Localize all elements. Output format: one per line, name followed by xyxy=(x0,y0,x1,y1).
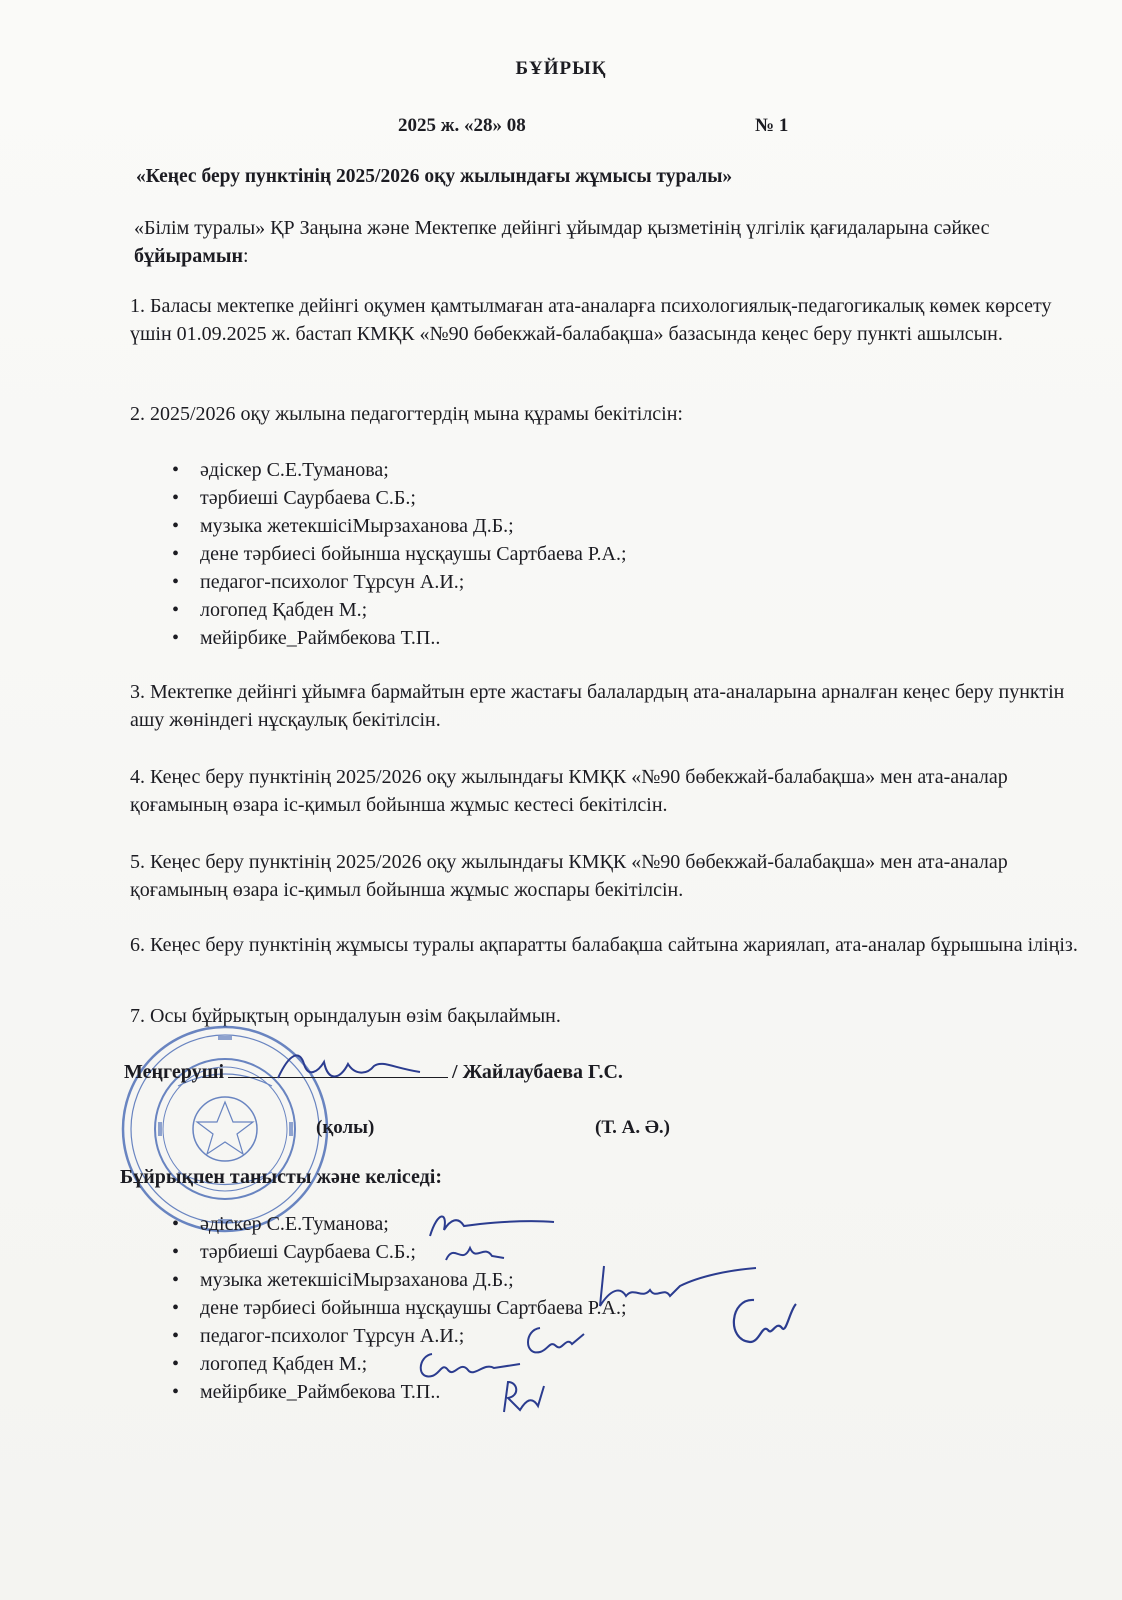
item-6: 6. Кеңес беру пунктінің жұмысы туралы ақпаратты балабақша сайтына жариялап, ата-аналар бұрышына іліңіз. xyxy=(130,934,1078,956)
preamble xyxy=(134,214,1034,270)
list-item: • педагог-психолог Тұрсун А.И.; xyxy=(200,568,627,596)
name-caption: (Т. А. Ә.) xyxy=(595,1117,670,1138)
item-4: 4. Кеңес беру пунктінің 2025/2026 оқу жылындағы КМҚК «№90 бөбекжай-балабақша» мен ата-аналар қоғамының өзара іс-қимыл бойынша жұмыс кестесі бекітілсін. xyxy=(130,766,1008,816)
list-item: • музыка жетекшісіМырзаханова Д.Б.; xyxy=(200,1266,627,1294)
order-subject: «Кеңес беру пунктінің 2025/2026 оқу жылындағы жұмысы туралы» xyxy=(136,166,733,187)
item-3: 3. Мектепке дейінгі ұйымға бармайтын ерте жастағы балалардың ата-аналарына арналған кеңес беру пунктін ашу жөніндегі нұсқаулық бекітілсін. xyxy=(130,681,1065,731)
signer-role: Меңгеруші xyxy=(124,1061,225,1083)
list-item: • музыка жетекшісіМырзаханова Д.Б.; xyxy=(200,512,627,540)
preamble-tail: : xyxy=(243,245,249,267)
signature-4-icon xyxy=(720,1290,800,1354)
signature-caption: (қолы) xyxy=(316,1117,375,1138)
item-7: 7. Осы бұйрықтың орындалуын өзім бақылаймын. xyxy=(130,1005,561,1027)
list-item: • мейірбике_Раймбекова Т.П.. xyxy=(200,624,627,652)
signature-block xyxy=(124,1055,623,1084)
acknowledgement-title: Бұйрықпен танысты және келіседі: xyxy=(120,1166,442,1188)
order-number: № 1 xyxy=(755,115,789,136)
list-item: • әдіскер С.Е.Туманова; xyxy=(200,1210,627,1238)
list-item: • логопед Қабден М.; xyxy=(200,1350,627,1378)
list-item: • педагог-психолог Тұрсун А.И.; xyxy=(200,1322,627,1350)
list-item: • тәрбиеші Саурбаева С.Б.; xyxy=(200,484,627,512)
list-item: • дене тәрбиесі бойынша нұсқаушы Сартбаева Р.А.; xyxy=(200,1294,627,1322)
staff-list xyxy=(150,456,627,652)
list-item: • әдіскер С.Е.Туманова; xyxy=(200,456,627,484)
acknowledgement-list xyxy=(150,1210,627,1406)
list-item: • тәрбиеші Саурбаева С.Б.; xyxy=(200,1238,627,1266)
preamble-bold: бұйырамын xyxy=(134,245,244,267)
list-item: • мейірбике_Раймбекова Т.П.. xyxy=(200,1378,627,1406)
list-item: • дене тәрбиесі бойынша нұсқаушы Сартбаева Р.А.; xyxy=(200,540,627,568)
preamble-text: «Білім туралы» ҚР Заңына және Мектепке дейінгі ұйымдар қызметінің үлгілік қағидаларына сәйкес xyxy=(134,217,990,239)
item-5: 5. Кеңес беру пунктінің 2025/2026 оқу жылындағы КМҚК «№90 бөбекжай-балабақша» мен ата-аналар қоғамының өзара іс-қимыл бойынша жұмыс жоспары бекітілсін. xyxy=(130,851,1008,901)
item-1: 1. Баласы мектепке дейінгі оқумен қамтылмаған ата-аналарға психологиялық-педагогикалық көмек көрсету үшін 01.09.2025 ж. бастап КМҚК «№90 бөбекжай-балабақша» базасында кеңес беру пункті ашылсын. xyxy=(130,295,1052,345)
signer-name: / Жайлаубаева Г.С. xyxy=(452,1061,623,1083)
document-title: БҰЙРЫҚ xyxy=(515,58,607,79)
list-item: • логопед Қабден М.; xyxy=(200,596,627,624)
item-2: 2. 2025/2026 оқу жылына педагогтердің мына құрамы бекітілсін: xyxy=(130,403,683,425)
order-date: 2025 ж. «28» 08 xyxy=(398,115,526,136)
signature-line xyxy=(228,1055,448,1078)
